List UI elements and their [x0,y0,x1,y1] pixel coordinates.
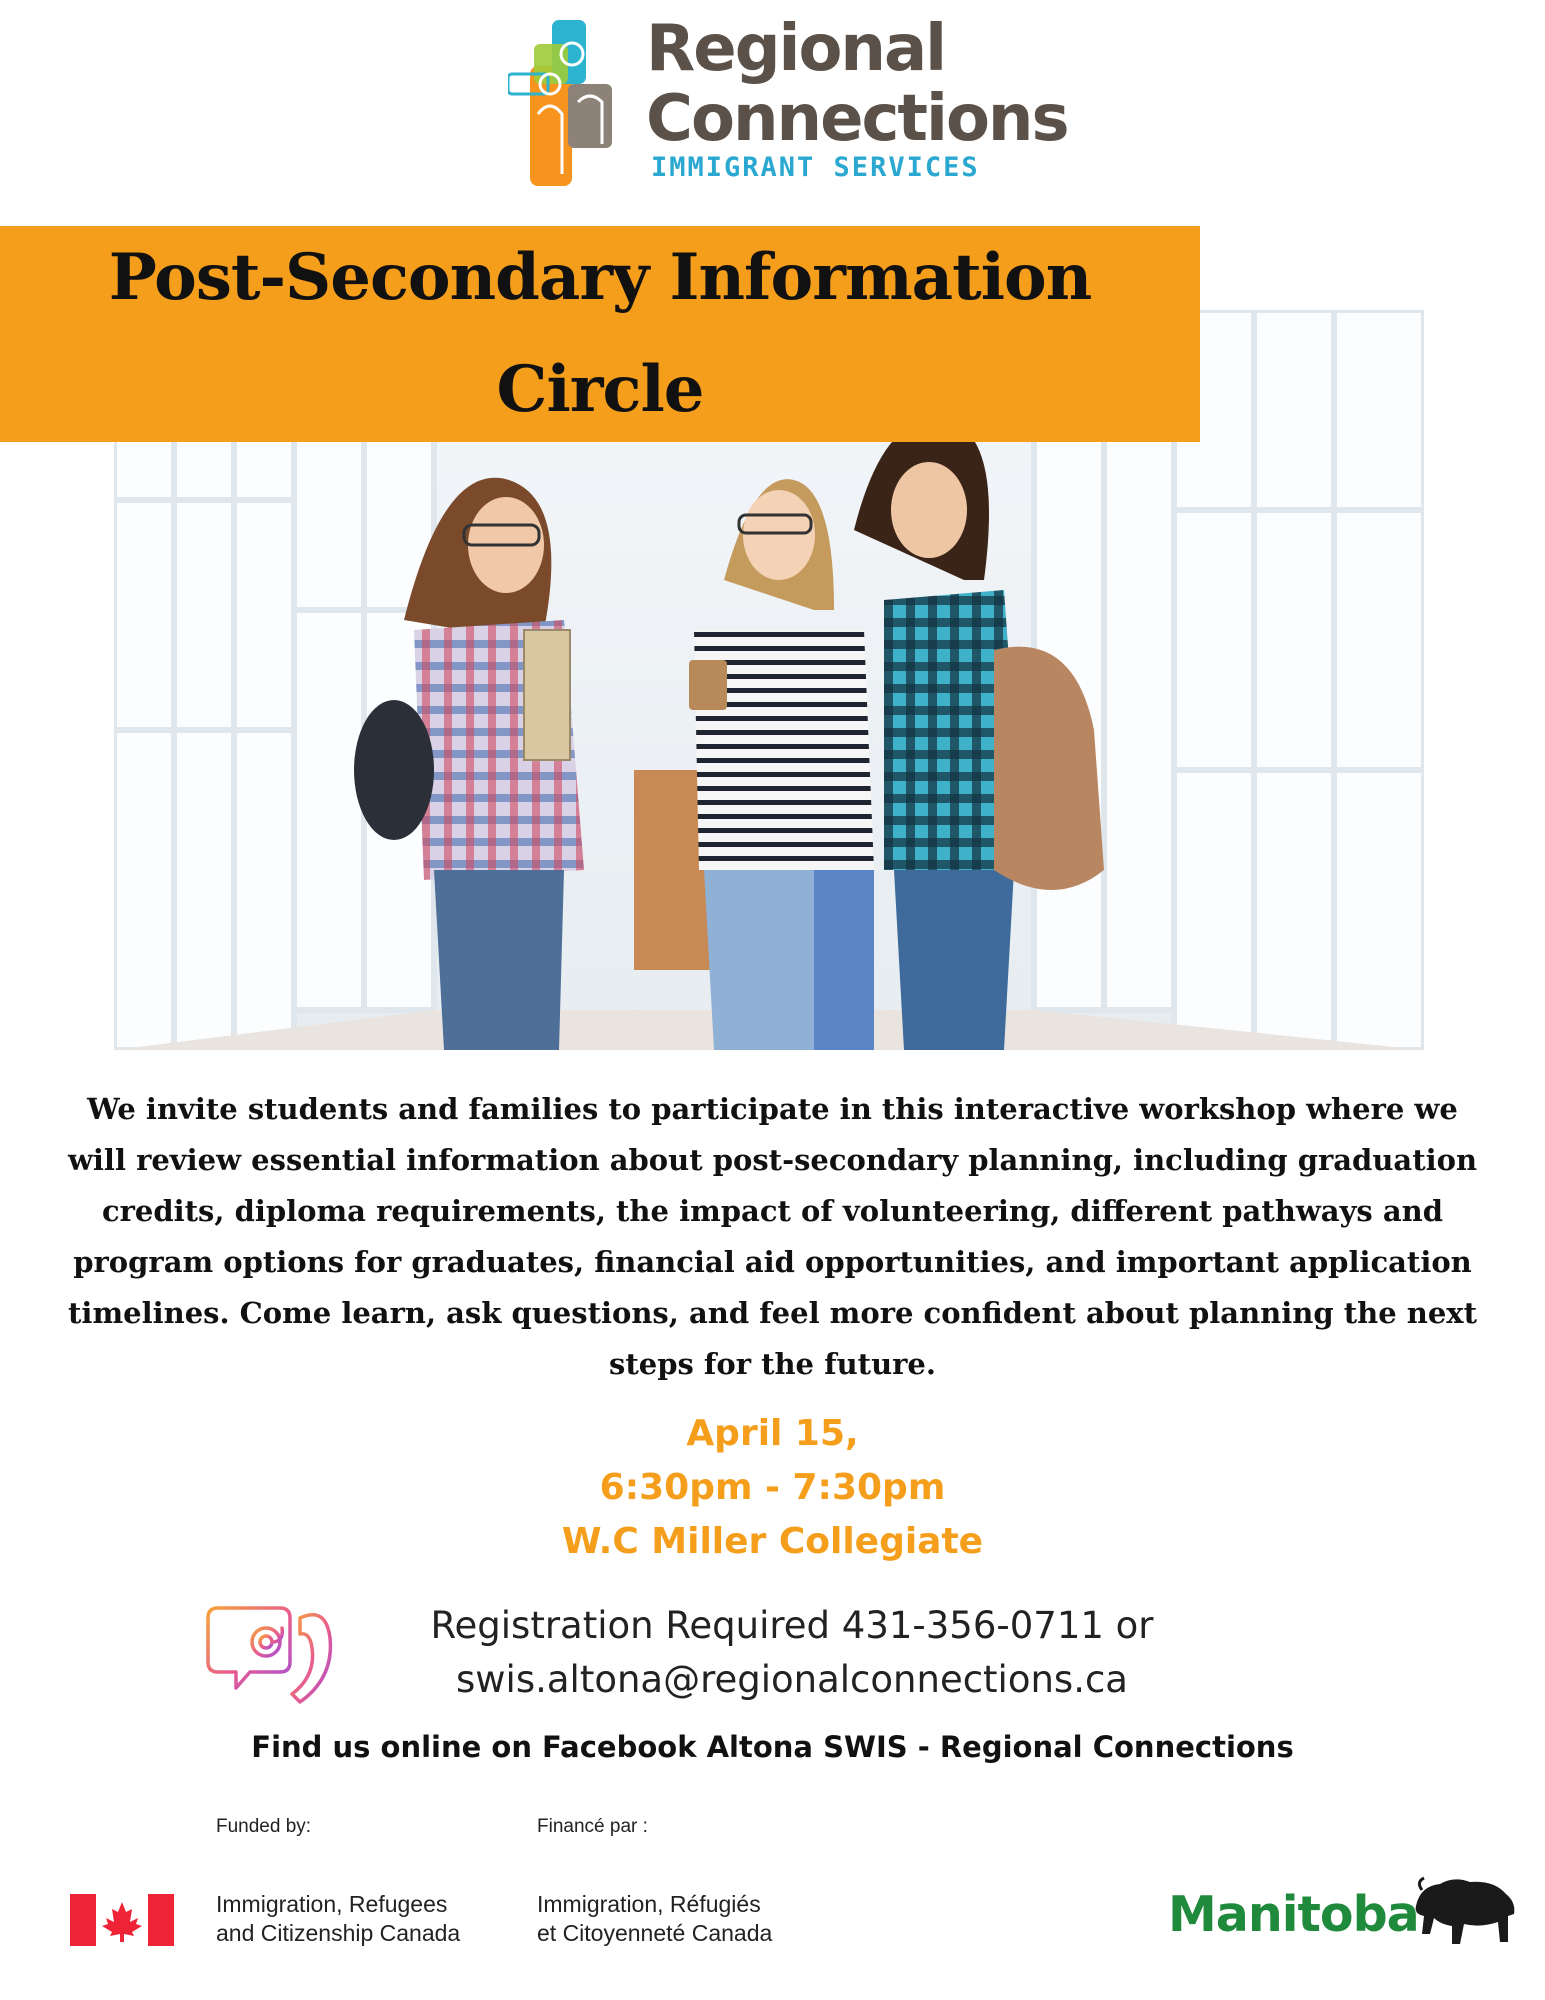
title-banner [0,226,1200,442]
logo-name-line1: Regional [646,12,946,86]
canada-flag-icon [70,1894,174,1946]
ircc-english-line2: and Citizenship Canada [216,1920,461,1946]
event-venue: W.C Miller Collegiate [561,1521,984,1562]
event-description: We invite students and families to participate in this interactive workshop where we will review essential information about post-secondary planning, including graduation credits, diploma requirements, the impact of volunteering, different pathways and program options for graduates, financial aid opportunities, and important application timelines. Come learn, ask questions, and feel more confident about planning the next steps for the future. [67,1092,1478,1381]
logo-tagline: IMMIGRANT SERVICES [651,152,980,183]
email-chat-icon [200,1598,350,1712]
manitoba-wordmark: Manitoba [1168,1886,1419,1943]
finance-par-label: Financé par : [537,1816,648,1837]
ircc-french [537,1890,772,1948]
event-date: April 15, [686,1413,859,1454]
registration-email[interactable]: swis.altona@regionalconnections.ca [456,1658,1128,1701]
facebook-info: Find us online on Facebook Altona SWIS - Regional Connections [251,1730,1294,1764]
logo-name-line2: Connections [646,82,1068,156]
funded-by-label: Funded by: [216,1816,312,1837]
ircc-french-line1: Immigration, Réfugiés [537,1891,761,1917]
ircc-french-line2: et Citoyenneté Canada [537,1920,773,1946]
registration-phone: Registration Required 431-356-0711 or [430,1604,1154,1647]
page-title: Post-Secondary Information Circle [108,240,1092,427]
ircc-english [216,1890,460,1948]
bison-icon [1410,1872,1520,1952]
people-logo-icon [508,14,618,190]
event-time: 6:30pm - 7:30pm [599,1467,946,1508]
ircc-english-line1: Immigration, Refugees [216,1891,448,1917]
